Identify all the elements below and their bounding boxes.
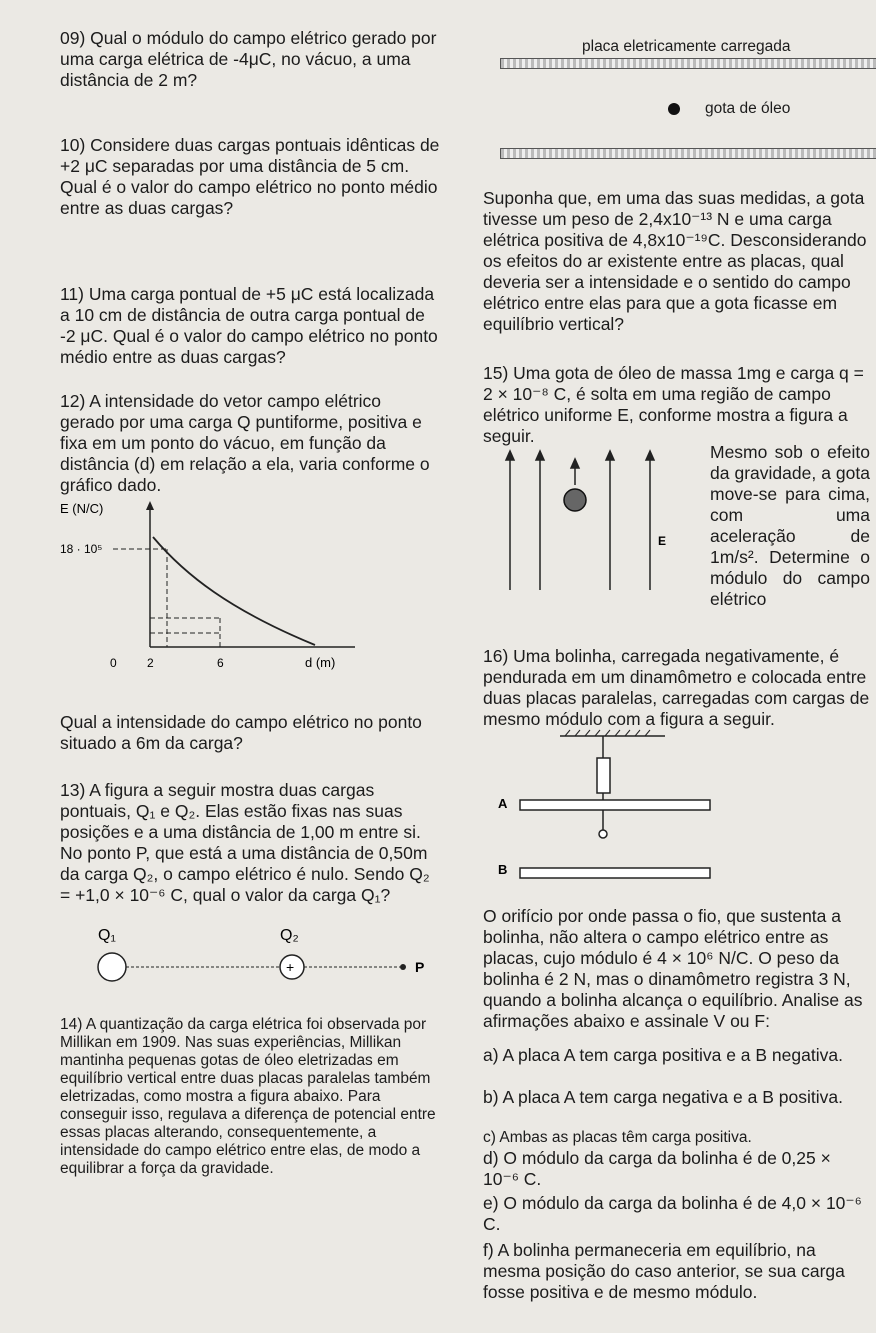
y-axis-arrow [146,501,154,510]
graph-ylabel: E (N/C) [60,501,104,516]
question-12: 12) A intensidade do vetor campo elétrico gerado por uma carga Q puntiforme, positiva e fixa em um ponto do vácuo, em função da distância (d) em relação a ela, varia conforme o gráfico dado. [60,390,430,495]
option-e: e) O módulo da carga da bolinha é de 4,0 × 10⁻⁶ C. [483,1192,862,1234]
question-15: 15) Uma gota de óleo de massa 1mg e carga q = 2 × 10⁻⁸ C, é solta em uma região de campo elétrico uniforme E, conforme mostra a figura a seguir. [483,362,864,446]
plate-label: placa eletricamente carregada [582,38,791,55]
question-09: 09) Qual o módulo do campo elétrico gerado por uma carga elétrica de -4μC, no vácuo, a uma distância de 2 m? [60,27,437,90]
point-p [400,964,406,970]
field-curve [153,537,315,645]
plate-a [520,800,710,810]
charges-figure [70,922,450,992]
drop-label: gota de óleo [705,100,791,117]
question-14b: Suponha que, em uma das suas medidas, a gota tivesse um peso de 2,4x10⁻¹³ N e uma carga elétrica positiva de 4,8x10⁻¹⁹C. Desconsiderando os efeitos do ar existente entre as placas, qual deveria ser a intensidade e o sentido do campo elétrico entre elas para que a gota ficasse em equilíbrio vertical? [483,187,867,334]
graph-x2: 6 [217,656,224,670]
option-f: f) A bolinha permaneceria em equilíbrio, na mesma posição do caso anterior, se sua carga fosse positiva e de mesmo módulo. [483,1239,845,1302]
uniform-field-figure [500,445,705,595]
question-16b: O orifício por onde passa o fio, que sustenta a bolinha, não altera o campo elétrico entre as placas, cujo módulo é 4 × 10⁶ N/C. O peso da bolinha é 2 N, mas o dinamômetro registra 3 N, quando a bolinha alcança o equilíbrio. Analise as afirmações abaixo e assinale V ou F: [483,905,863,1031]
graph-x0: 0 [110,656,117,670]
graph-xlabel: d (m) [305,655,336,670]
q2-label: Q₂ [280,927,299,944]
q1-label: Q₁ [98,927,116,944]
a-label: A [498,796,508,811]
field-distance-graph [55,495,365,675]
charge-q1 [98,953,126,981]
graph-ytick: 18 · 10⁵ [60,542,103,556]
option-a: a) A placa A tem carga positiva e a B negativa. [483,1044,843,1065]
e-label: E [658,534,667,548]
graph-x1: 2 [147,656,154,670]
option-c: c) Ambas as placas têm carga positiva. [483,1128,752,1146]
oil-drop-15 [564,489,586,511]
dynamometer [597,758,610,793]
top-plate [500,58,876,69]
option-d: d) O módulo da carga da bolinha é de 0,25 × 10⁻⁶ C. [483,1147,831,1189]
dynamometer-figure [490,728,730,888]
option-b: b) A placa A tem carga negativa e a B positiva. [483,1086,843,1107]
question-16: 16) Uma bolinha, carregada negativamente, é pendurada em um dinamômetro e colocada entre duas placas paralelas, carregadas com cargas de mesmo módulo com a figura a seguir. [483,645,870,729]
question-15b: Mesmo sob o efeito da gravidade, a gota move-se para cima, com uma aceleração de 1m/s². Determine o módulo do campo elétrico [710,441,870,609]
q2-plus: + [286,959,295,975]
question-12b: Qual a intensidade do campo elétrico no ponto situado a 6m da carga? [60,711,422,753]
question-10: 10) Considere duas cargas pontuais idênticas de +2 μC separadas por uma distância de 5 cm. Qual é o valor do campo elétrico no ponto médio entre as duas cargas? [60,134,440,218]
question-11: 11) Uma carga pontual de +5 μC está localizada a 10 cm de distância de outra carga pontual de -2 μC. Qual é o valor do campo elétrico no ponto médio entre as duas cargas? [60,283,438,367]
oil-drop [668,103,680,115]
ball [599,830,607,838]
bottom-plate [500,148,876,159]
p-label: P [415,959,425,975]
b-label: B [498,862,508,877]
plate-b [520,868,710,878]
question-14: 14) A quantização da carga elétrica foi observada por Millikan em 1909. Nas suas experiências, Millikan mantinha pequenas gotas de óleo eletrizadas em equilíbrio vertical entre duas placas paralelas também eletrizadas, como mostra a figura abaixo. Para conseguir isso, regulava a diferença de potencial entre essas placas alterando, consequentemente, a intensidade do campo elétrico entre elas, de modo a equilibrar a força da gravidade. [60,1015,436,1177]
question-13: 13) A figura a seguir mostra duas cargas pontuais, Q₁ e Q₂. Elas estão fixas nas suas posições e a uma distância de 1,00 m entre si. No ponto P, que está a uma distância de 0,50m da carga Q₂, o campo elétrico é nulo. Sendo Q₂ = +1,0 × 10⁻⁶ C, qual o valor da carga Q₁? [60,779,430,905]
